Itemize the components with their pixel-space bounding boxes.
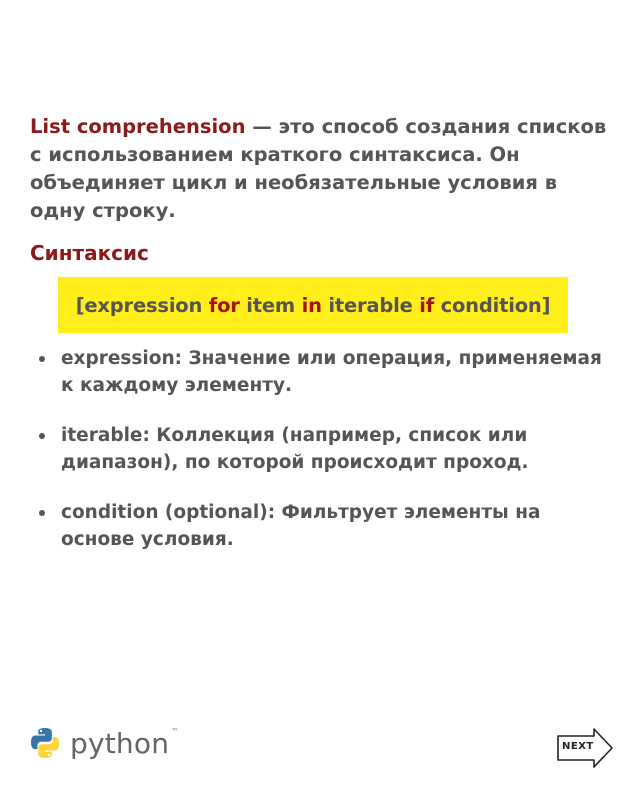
syntax-part: item (239, 293, 302, 317)
intro-text: — это способ создания списков с использованием краткого синтаксиса. Он объединяет цикл и необязательные условия в одну строку. (30, 115, 607, 222)
python-snake-icon (28, 726, 62, 760)
next-label: NEXT (562, 741, 594, 752)
list-item (30, 422, 610, 476)
bullet-icon (39, 510, 45, 516)
syntax-code (76, 294, 551, 317)
keyword-if: if (419, 293, 435, 317)
bullet-list (30, 345, 610, 576)
syntax-part: [expression (75, 293, 209, 317)
bullet-text: iterable: Коллекция (например, список или диапазон), по которой происходит проход. (61, 425, 529, 473)
intro-paragraph (30, 113, 610, 225)
brand-name (70, 727, 179, 760)
trademark: ™ (171, 726, 180, 736)
syntax-part: condition] (434, 293, 551, 317)
brand-name-text: python (70, 726, 170, 760)
list-item (30, 499, 610, 553)
keyword-for: for (208, 293, 240, 317)
next-button[interactable] (556, 727, 614, 769)
term-highlight: List comprehension (30, 115, 246, 138)
bullet-text: condition (optional): Фильтрует элементы на основе условия. (61, 502, 541, 550)
bullet-text: expression: Значение или операция, применяемая к каждому элементу. (61, 348, 602, 396)
bullet-icon (39, 356, 45, 362)
keyword-in: in (301, 293, 322, 317)
python-logo (28, 726, 179, 760)
syntax-box (58, 277, 568, 333)
section-title: Синтаксис (30, 241, 149, 265)
bullet-icon (39, 433, 45, 439)
list-item (30, 345, 610, 399)
syntax-part: iterable (321, 293, 420, 317)
